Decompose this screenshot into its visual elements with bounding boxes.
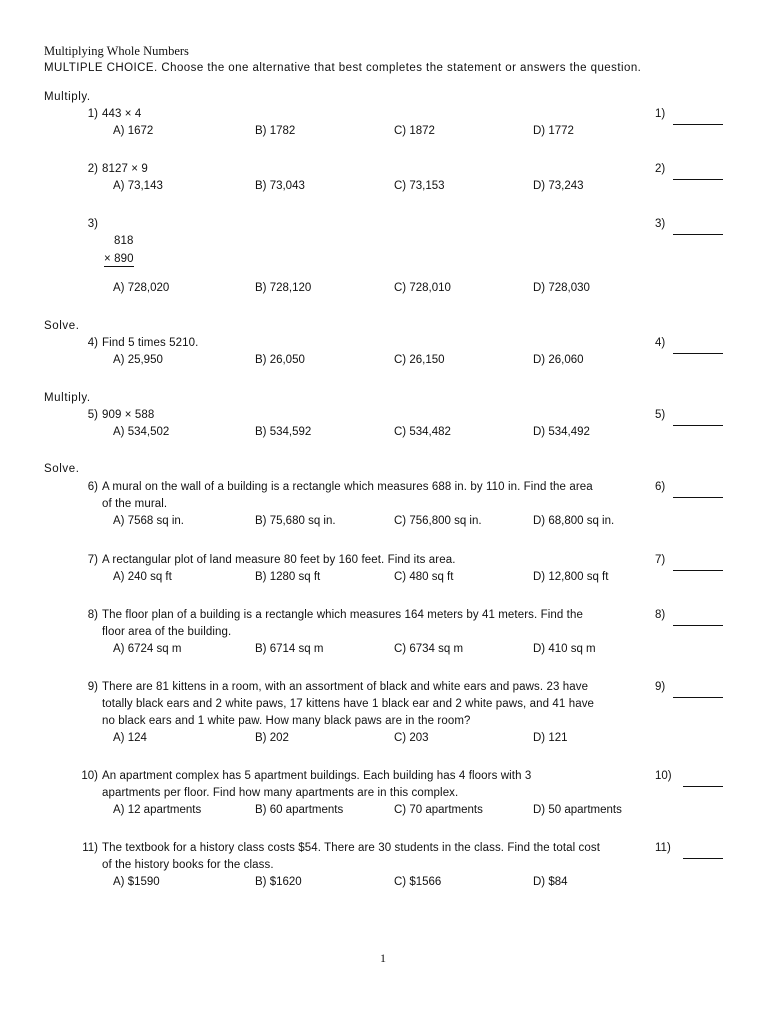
answer-label: 9) xyxy=(655,681,666,693)
question-text-line-2: apartments per floor. Find how many apartments are in this complex. xyxy=(102,787,459,799)
choice-b[interactable]: B) 75,680 sq in. xyxy=(255,515,336,527)
answer-blank[interactable] xyxy=(673,570,723,571)
question-text-line-3: no black ears and 1 white paw. How many black paws are in the room? xyxy=(102,715,471,727)
answer-label: 6) xyxy=(655,481,666,493)
section-label-solve: Solve. xyxy=(44,320,80,332)
choice-d[interactable]: D) 73,243 xyxy=(533,180,584,192)
question-text-line-2: of the mural. xyxy=(102,498,168,510)
answer-label: 11) xyxy=(655,842,671,854)
choice-d[interactable]: D) 26,060 xyxy=(533,354,584,366)
question-number: 1) xyxy=(87,108,98,120)
choice-a[interactable]: A) 124 xyxy=(113,732,147,744)
choice-c[interactable]: C) 6734 sq m xyxy=(394,643,464,655)
answer-label: 7) xyxy=(655,554,666,566)
answer-blank[interactable] xyxy=(673,234,723,235)
choice-a[interactable]: A) 7568 sq in. xyxy=(113,515,184,527)
answer-blank[interactable] xyxy=(673,697,723,698)
choice-d[interactable]: D) 1772 xyxy=(533,125,574,137)
choice-a[interactable]: A) 12 apartments xyxy=(113,804,202,816)
choice-b[interactable]: B) 60 apartments xyxy=(255,804,344,816)
question-text: A rectangular plot of land measure 80 feet by 160 feet. Find its area. xyxy=(102,554,456,566)
answer-blank[interactable] xyxy=(673,625,723,626)
choice-d[interactable]: D) 68,800 sq in. xyxy=(533,515,615,527)
choice-c[interactable]: C) 73,153 xyxy=(394,180,445,192)
question-number: 7) xyxy=(87,554,98,566)
choice-c[interactable]: C) 728,010 xyxy=(394,282,451,294)
answer-label: 5) xyxy=(655,409,666,421)
answer-label: 3) xyxy=(655,218,666,230)
choice-a[interactable]: A) 25,950 xyxy=(113,354,163,366)
question-number: 2) xyxy=(87,163,98,175)
section-label-multiply: Multiply. xyxy=(44,392,91,404)
question-text-line-1: An apartment complex has 5 apartment buildings. Each building has 4 floors with 3 xyxy=(102,770,532,782)
choice-c[interactable]: C) $1566 xyxy=(394,876,442,888)
answer-blank[interactable] xyxy=(673,353,723,354)
choice-a[interactable]: A) 534,502 xyxy=(113,426,170,438)
choice-a[interactable]: A) 240 sq ft xyxy=(113,571,172,583)
choice-c[interactable]: C) 534,482 xyxy=(394,426,451,438)
choice-b[interactable]: B) 534,592 xyxy=(255,426,312,438)
choice-d[interactable]: D) 534,492 xyxy=(533,426,590,438)
question-text: 909 × 588 xyxy=(102,409,155,421)
question-text-line-1: There are 81 kittens in a room, with an assortment of black and white ears and paws. 23 have xyxy=(102,681,589,693)
question-number: 6) xyxy=(87,481,98,493)
answer-label: 4) xyxy=(655,337,666,349)
question-text-line-1: The floor plan of a building is a rectangle which measures 164 meters by 41 meters. Find the xyxy=(102,609,583,621)
question-number: 3) xyxy=(87,218,98,230)
page-number: 1 xyxy=(380,951,386,965)
answer-label: 1) xyxy=(655,108,666,120)
question-text: 443 × 4 xyxy=(102,108,142,120)
choice-c[interactable]: C) 70 apartments xyxy=(394,804,483,816)
choice-c[interactable]: C) 756,800 sq in. xyxy=(394,515,482,527)
answer-blank[interactable] xyxy=(683,858,723,859)
choice-d[interactable]: D) 121 xyxy=(533,732,568,744)
choice-d[interactable]: D) 728,030 xyxy=(533,282,590,294)
choice-c[interactable]: C) 203 xyxy=(394,732,429,744)
answer-blank[interactable] xyxy=(673,179,723,180)
section-label-solve: Solve. xyxy=(44,463,80,475)
question-number: 4) xyxy=(87,337,98,349)
question-number: 10) xyxy=(81,770,98,782)
answer-label: 2) xyxy=(655,163,666,175)
choice-a[interactable]: A) 73,143 xyxy=(113,180,163,192)
choice-c[interactable]: C) 1872 xyxy=(394,125,435,137)
choice-d[interactable]: D) 50 apartments xyxy=(533,804,622,816)
answer-label: 10) xyxy=(655,770,672,782)
choice-b[interactable]: B) 6714 sq m xyxy=(255,643,324,655)
choice-c[interactable]: C) 480 sq ft xyxy=(394,571,454,583)
choice-b[interactable]: B) 1280 sq ft xyxy=(255,571,321,583)
question-text-line-1: The textbook for a history class costs $54. There are 30 students in the class. Find the total cost xyxy=(102,842,601,854)
choice-b[interactable]: B) 728,120 xyxy=(255,282,312,294)
choice-d[interactable]: D) 12,800 sq ft xyxy=(533,571,609,583)
choice-a[interactable]: A) 6724 sq m xyxy=(113,643,182,655)
choice-b[interactable]: B) 73,043 xyxy=(255,180,305,192)
answer-blank[interactable] xyxy=(683,786,723,787)
choice-b[interactable]: B) 202 xyxy=(255,732,289,744)
answer-blank[interactable] xyxy=(673,497,723,498)
answer-blank[interactable] xyxy=(673,425,723,426)
question-number: 11) xyxy=(82,842,98,854)
choice-b[interactable]: B) 1782 xyxy=(255,125,296,137)
choice-c[interactable]: C) 26,150 xyxy=(394,354,445,366)
answer-blank[interactable] xyxy=(673,124,723,125)
choice-b[interactable]: B) $1620 xyxy=(255,876,302,888)
stack-bottom-operand: × 890 xyxy=(104,253,134,265)
stack-top-operand: 818 xyxy=(114,235,134,247)
question-number: 5) xyxy=(87,409,98,421)
question-text-line-2: floor area of the building. xyxy=(102,626,232,638)
question-text: Find 5 times 5210. xyxy=(102,337,199,349)
section-label-multiply: Multiply. xyxy=(44,91,91,103)
question-text-line-2: totally black ears and 2 white paws, 17 kittens have 1 black ear and 2 white paws, and 41 have xyxy=(102,698,595,710)
question-number: 8) xyxy=(87,609,98,621)
instructions: MULTIPLE CHOICE. Choose the one alternative that best completes the statement or answers the question. xyxy=(44,62,642,74)
page-title: Multiplying Whole Numbers xyxy=(44,44,189,58)
choice-a[interactable]: A) $1590 xyxy=(113,876,160,888)
choice-a[interactable]: A) 728,020 xyxy=(113,282,170,294)
question-text-line-2: of the history books for the class. xyxy=(102,859,274,871)
choice-d[interactable]: D) 410 sq m xyxy=(533,643,596,655)
choice-a[interactable]: A) 1672 xyxy=(113,125,154,137)
choice-b[interactable]: B) 26,050 xyxy=(255,354,305,366)
question-number: 9) xyxy=(87,681,98,693)
choice-d[interactable]: D) $84 xyxy=(533,876,568,888)
answer-label: 8) xyxy=(655,609,666,621)
question-text: 8127 × 9 xyxy=(102,163,148,175)
question-text-line-1: A mural on the wall of a building is a rectangle which measures 688 in. by 110 in. Find the area xyxy=(102,481,593,493)
